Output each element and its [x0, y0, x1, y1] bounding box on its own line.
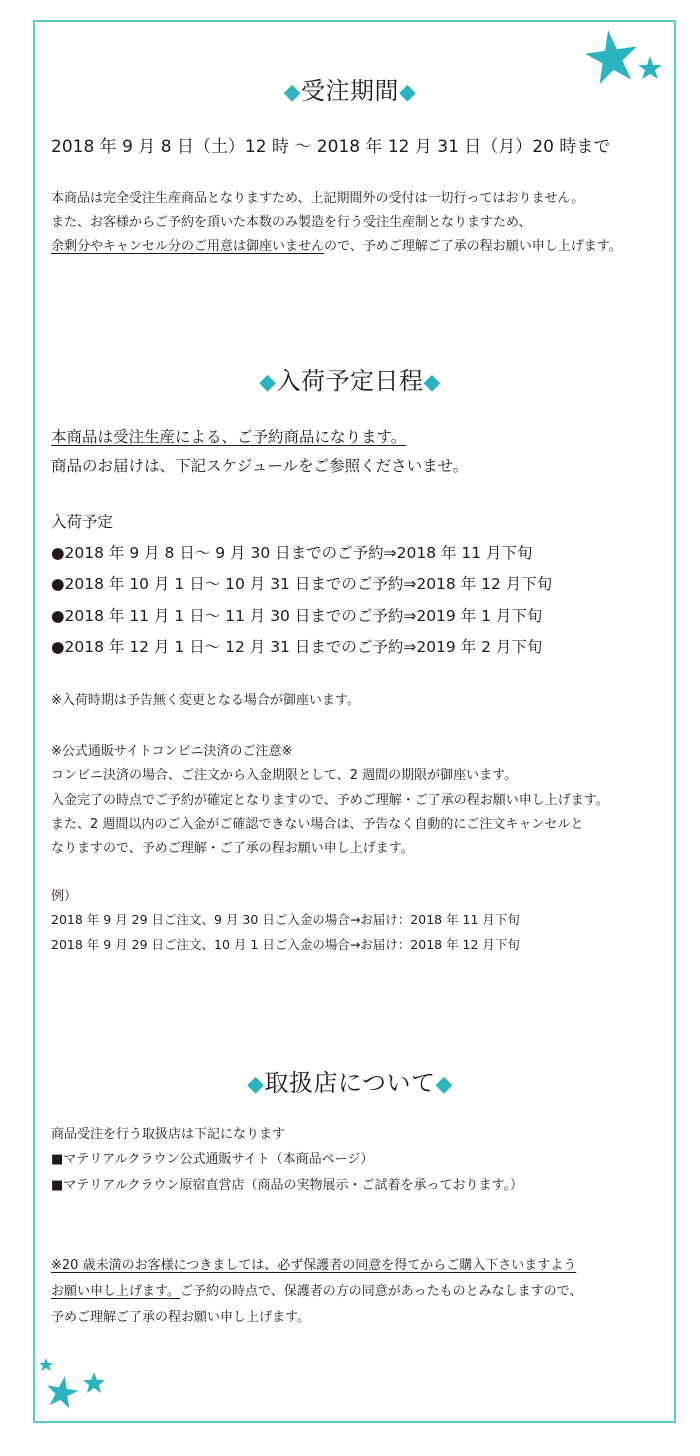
example-label: 例）	[51, 889, 78, 904]
schedule-item: ●2018 年 10 月 1 日〜 10 月 31 日までのご予約⇒2018 年 12 月下旬	[51, 575, 553, 593]
section-heading: ◆取扱店について◆	[247, 1069, 453, 1097]
example-line: 2018 年 9 月 29 日ご注文、9 月 30 日ご入金の場合→お届け：2018 年 11 月下旬	[51, 912, 520, 927]
diamond-icon: ◆	[259, 370, 277, 395]
note-line: 余剰分やキャンセル分のご用意は御座いませんので、予めご理解ご了承の程お願い申し上げます。	[51, 239, 622, 254]
underlined-text: 余剰分やキャンセル分のご用意は御座いません	[51, 239, 325, 254]
store-item: ■マテリアルクラウン公式通販サイト（本商品ページ）	[51, 1152, 374, 1167]
example-line: 2018 年 9 月 29 日ご注文、10 月 1 日ご入金の場合→お届け：2018 年 12 月下旬	[51, 937, 520, 952]
underlined-text: お願い申し上げます。	[51, 1284, 180, 1299]
schedule-item: ●2018 年 11 月 1 日〜 11 月 30 日までのご予約⇒2019 年 1 月下旬	[51, 607, 543, 625]
schedule-item: ●2018 年 12 月 1 日〜 12 月 31 日までのご予約⇒2019 年 2 月下旬	[51, 638, 543, 656]
intro-line: 商品のお届けは、下記スケジュールをご参照くださいませ。	[51, 457, 469, 475]
note-line: 本商品は完全受注生産商品となりますため、上記期間外の受付は一切行ってはおりません。	[51, 191, 585, 206]
minor-notice-line: お願い申し上げます。ご予約の時点で、保護者の方の同意があったものとみなしますので、	[51, 1284, 583, 1299]
schedule-label: 入荷予定	[51, 513, 114, 531]
diamond-icon: ◆	[247, 1072, 265, 1097]
diamond-icon: ◆	[423, 370, 441, 395]
content-frame	[33, 20, 676, 1423]
conbini-title: ※公式通販サイトコンビニ決済のご注意※	[51, 744, 293, 759]
minor-notice-line: ※20 歳未満のお客様につきましては、必ず保護者の同意を得てからご購入下さいますよう	[51, 1258, 577, 1273]
conbini-line: 入金完了の時点でご予約が確定となりますので、予めご理解・ご了承の程お願い申し上げます。	[51, 793, 609, 808]
diamond-icon: ◆	[283, 80, 301, 105]
note-line: また、お客様からご予約を頂いた本数のみ製造を行う受注生産制となりますため、	[51, 215, 532, 230]
conbini-line: なりますので、予めご理解・ご了承の程お願い申し上げます。	[51, 841, 414, 856]
conbini-line: コンビニ決済の場合、ご注文から入金期限として、2 週間の期限が御座います。	[51, 768, 518, 783]
minor-notice-line: 予めご理解ご了承の程お願い申し上げます。	[51, 1310, 310, 1325]
section-heading: ◆受注期間◆	[283, 77, 417, 105]
order-period: 2018 年 9 月 8 日（土）12 時 〜 2018 年 12 月 31 日（月）20 時まで	[51, 137, 611, 157]
section-heading: ◆入荷予定日程◆	[259, 367, 441, 395]
star-cluster-icon	[36, 1354, 116, 1416]
diamond-icon: ◆	[435, 1072, 453, 1097]
stores-intro: 商品受注を行う取扱店は下記になります	[51, 1127, 286, 1142]
schedule-item: ●2018 年 9 月 8 日〜 9 月 30 日までのご予約⇒2018 年 11 月下旬	[51, 544, 533, 562]
store-item: ■マテリアルクラウン原宿直営店（商品の実物展示・ご試着を承っております。）	[51, 1178, 523, 1193]
change-note: ※入荷時期は予告無く変更となる場合が御座います。	[51, 693, 360, 708]
intro-line: 本商品は受注生産による、ご予約商品になります。	[51, 428, 407, 446]
diamond-icon: ◆	[399, 80, 417, 105]
conbini-line: また、2 週間以内のご入金がご確認できない場合は、予告なく自動的にご注文キャンセルと	[51, 817, 584, 832]
